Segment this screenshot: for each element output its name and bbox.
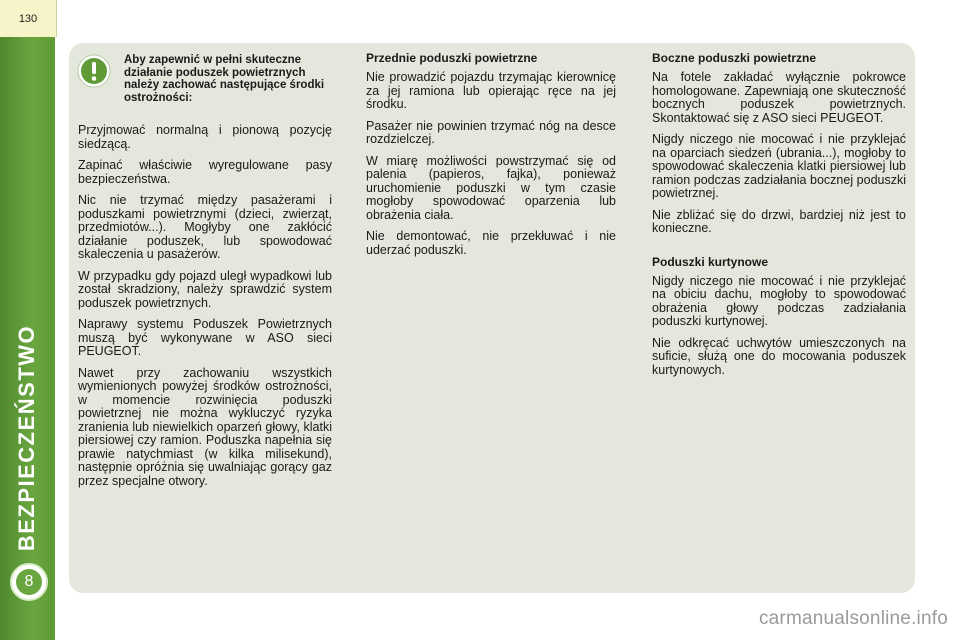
chapter-number-badge [10, 563, 48, 601]
paragraph: Nic nie trzymać między pasażerami i poduszkami powietrznymi (dzieci, zwierząt, przedmiotów...). Mogłyby one zakłócić działanie poduszek, lub spowodować skaleczenia u pasażerów. [78, 193, 332, 261]
paragraph: W przypadku gdy pojazd uległ wypadkowi lub został skradziony, należy sprawdzić system poduszek powietrznych. [78, 268, 332, 310]
column-front-airbags [366, 52, 616, 265]
paragraph: Nigdy niczego nie mocować i nie przyklejać na oparciach siedzeń (ubrania...), mogłoby to spowodować skaleczenia klatki piersiowej lub ramion podczas zadziałania bocznej poduszki powietrznej. [652, 132, 906, 200]
column-precautions [78, 124, 332, 496]
paragraph: Na fotele zakładać wyłącznie pokrowce homologowane. Zapewniają one skuteczność bocznych poduszek powietrznych. Skontaktować się z ASO sieci PEUGEOT. [652, 70, 906, 125]
paragraph: Nie zbliżać się do drzwi, bardziej niż jest to konieczne. [652, 207, 906, 235]
paragraph: Nigdy niczego nie mocować i nie przyklejać na obiciu dachu, mogłoby to spowodować obrażenia głowy podczas zadziałania poduszki kurtynowej. [652, 273, 906, 328]
section-heading: Przednie poduszki powietrzne [366, 51, 538, 65]
paragraph: Przyjmować normalną i pionową pozycję siedzącą. [78, 123, 332, 151]
paragraph: W miarę możliwości powstrzymać się od palenia (papieros, fajka), ponieważ uruchomienie poduszki w tym czasie mogłoby spowodować oparzenia lub obrażenia ciała. [366, 153, 616, 222]
paragraph: Nie demontować, nie przekłuwać i nie uderzać poduszki. [366, 229, 616, 257]
paragraph: Pasażer nie powinien trzymać nóg na desce rozdzielczej. [366, 118, 616, 146]
paragraph: Zapinać właściwie wyregulowane pasy bezpieczeństwa. [78, 158, 332, 186]
column-side-curtain-airbags [652, 52, 906, 385]
paragraph: Naprawy systemu Poduszek Powietrznych muszą być wykonywane w ASO sieci PEUGEOT. [78, 317, 332, 358]
paragraph: Nie odkręcać uchwytów umieszczonych na suficie, służą one do mocowania poduszek kurtynowych. [652, 335, 906, 377]
section-heading: Boczne poduszki powietrzne [652, 51, 817, 65]
exclamation-circle-icon [77, 54, 111, 88]
chapter-number: 8 [16, 569, 42, 595]
paragraph: Nawet przy zachowaniu wszystkich wymienionych powyżej środków ostrożności, w momencie rozwinięcia poduszki powietrznej nie można wykluczyć ryzyka zranienia lub niewielkich oparzeń głowy, klatki piersiowej czy ramion. Poduszka napełnia się prawie natychmiast (w kilka milisekund), następnie opróżnia się uwalniając gorący gaz przez specjalne otwory. [78, 365, 332, 488]
watermark: carmanualsonline.info [758, 608, 948, 629]
warning-heading: Aby zapewnić w pełni skuteczne działanie poduszek powietrznych należy zachować następujące środki ostrożności: [124, 54, 325, 104]
page-number: 130 [0, 0, 57, 37]
section-heading: Poduszki kurtynowe [652, 254, 769, 269]
paragraph: Nie prowadzić pojazdu trzymając kierownicę za jej ramiona lub opierając ręce na jej środku. [366, 70, 616, 111]
chapter-title: BEZPIECZEŃSTWO [14, 324, 39, 552]
